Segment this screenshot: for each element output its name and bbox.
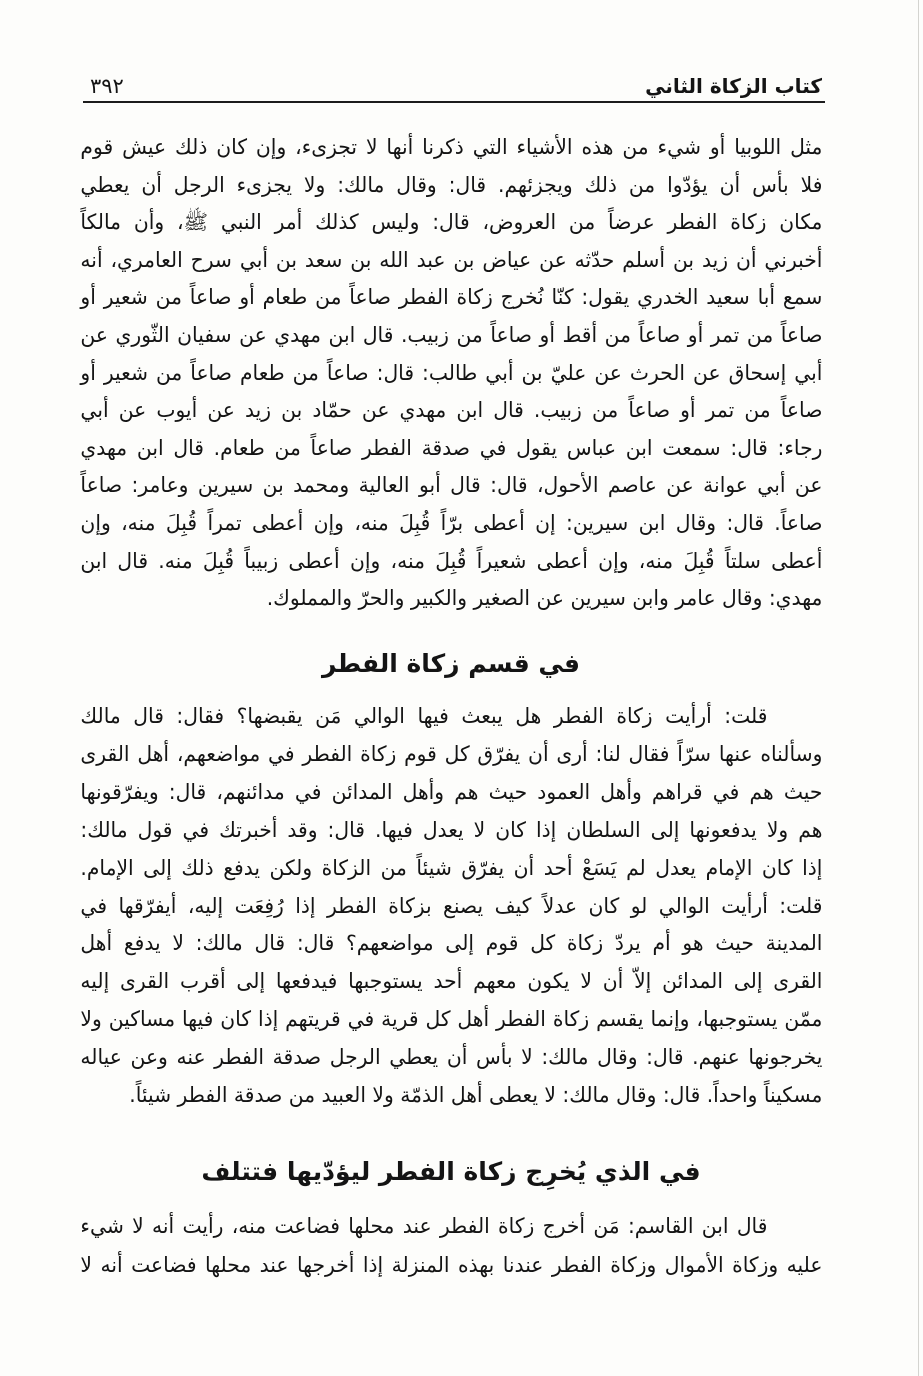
running-header-title: كتاب الزكاة الثاني: [645, 74, 822, 98]
text-line: قلت: أرأيت الوالي لو كان عدلاً كيف يصنع بزكاة الفطر إذا رُفِعَت إليه، أيفرّقها في: [80, 893, 822, 918]
text-line: القرى إلى المدائن إلاّ أن لا يكون معهم أحد يستوجبها فيدفعها إلى أقرب القرى إليه: [80, 969, 822, 994]
section-heading-lost-zakat: في الذي يُخرِج زكاة الفطر ليؤدّيها فتتلف: [201, 1157, 701, 1186]
text-line: وسألناه عنها سرّاً فقال لنا: أرى أن يفرّق كل قوم زكاة الفطر في مواضعهم، أهل القرى: [80, 741, 822, 766]
text-line: يخرجونها عنهم. قال: وقال مالك: لا بأس أن يعطي الرجل صدقة الفطر عنه وعن عياله: [80, 1045, 822, 1070]
text-line: عليه وزكاة الأموال وزكاة الفطر عندنا بهذه المنزلة إذا أخرجها عند محلها فضاعت أنه لا: [80, 1252, 822, 1277]
text-line: إذا كان الإمام يعدل لم يَسَعْ أحد أن يفرّق شيئاً من الزكاة ولكن يدفع ذلك إلى الإمام.: [80, 855, 822, 880]
text-line: أخبرني أن زيد بن أسلم حدّثه عن عياض بن عبد الله بن سعد بن أبي سرح العامري، أنه: [80, 247, 822, 272]
page-edge-line: [918, 0, 919, 1376]
text-line: حيث هم في قراهم وأهل العمود حيث هم وأهل المدائن في مدائنهم، قال: ويفرّقونها: [80, 779, 822, 804]
section-heading-zakat-distribution: في قسم زكاة الفطر: [321, 649, 581, 678]
text-line: سمع أبا سعيد الخدري يقول: كنّا نُخرج زكاة الفطر صاعاً من طعام أو صاعاً من شعير أو: [80, 285, 822, 310]
text-line: هم ولا يدفعونها إلى السلطان إذا كان لا يعدل فيها. قال: وقد أخبرتك في قول مالك:: [80, 817, 822, 842]
text-line: صاعاً من تمر أو صاعاً من أقط أو صاعاً من زبيب. قال ابن مهدي عن سفيان الثّوري عن: [80, 322, 822, 347]
text-line: أعطى سلتاً قُبِلَ منه، وإن أعطى شعيراً قُبِلَ منه، وإن أعطى زبيباً قُبِلَ منه. قال ابن: [80, 548, 822, 573]
paragraph-block-1: [80, 129, 822, 618]
text-line: ممّن يستوجبها، وإنما يقسم زكاة الفطر أهل كل قرية في قريتهم إذا كان فيها مساكين ولا: [80, 1007, 822, 1032]
text-line: قال ابن القاسم: مَن أخرج زكاة الفطر عند محلها فضاعت منه، رأيت أنه لا شيء: [80, 1214, 768, 1238]
page-number: ٣٩٢: [90, 74, 124, 98]
text-line: صاعاً. قال: وقال ابن سيرين: إن أعطى برّاً قُبِلَ منه، وإن أعطى تمراً قُبِلَ منه، وإن: [80, 510, 822, 535]
text-line: فلا بأس أن يؤدّوا من ذلك ويجزئهم. قال: وقال مالك: ولا يجزىء الرجل أن يعطي: [80, 172, 822, 197]
text-line: أبي إسحاق عن الحرث عن عليّ بن أبي طالب: قال: صاعاً من طعام صاعاً من شعير أو: [80, 360, 822, 385]
paragraph-block-3: [80, 1207, 822, 1284]
text-line: قلت: أرأيت زكاة الفطر هل يبعث فيها الوالي مَن يقبضها؟ فقال: قال مالك: [80, 704, 768, 728]
text-line: مهدي: وقال عامر وابن سيرين عن الصغير والكبير والحرّ والمملوك.: [266, 586, 822, 611]
text-line: عن أبي عوانة عن عاصم الأحول، قال: قال أبو العالية ومحمد بن سيرين وعامر: صاعاً: [80, 473, 822, 498]
text-line: مثل اللوبيا أو شيء من هذه الأشياء التي ذكرنا أنها لا تجزىء، وإن كان ذلك عيش قوم: [80, 135, 822, 159]
text-line: صاعاً من تمر أو صاعاً من زبيب. قال ابن مهدي عن حمّاد بن زيد عن أيوب عن أبي: [80, 398, 822, 423]
text-line: رجاء: قال: سمعت ابن عباس يقول في صدقة الفطر صاعاً من طعام. قال ابن مهدي: [80, 435, 822, 460]
text-line: المدينة حيث هو أم يردّ زكاة كل قوم إلى مواضعهم؟ قال: قال مالك: لا يدفع أهل: [80, 931, 822, 956]
text-line: مكان زكاة الفطر عرضاً من العروض، قال: وليس كذلك أمر النبي ﷺ، وأن مالكاً: [80, 210, 822, 235]
header-rule: [83, 101, 825, 103]
paragraph-block-2: [80, 698, 822, 1115]
text-line: مسكيناً واحداً. قال: وقال مالك: لا يعطى أهل الذمّة ولا العبيد من صدقة الفطر شيئاً.: [128, 1083, 823, 1108]
